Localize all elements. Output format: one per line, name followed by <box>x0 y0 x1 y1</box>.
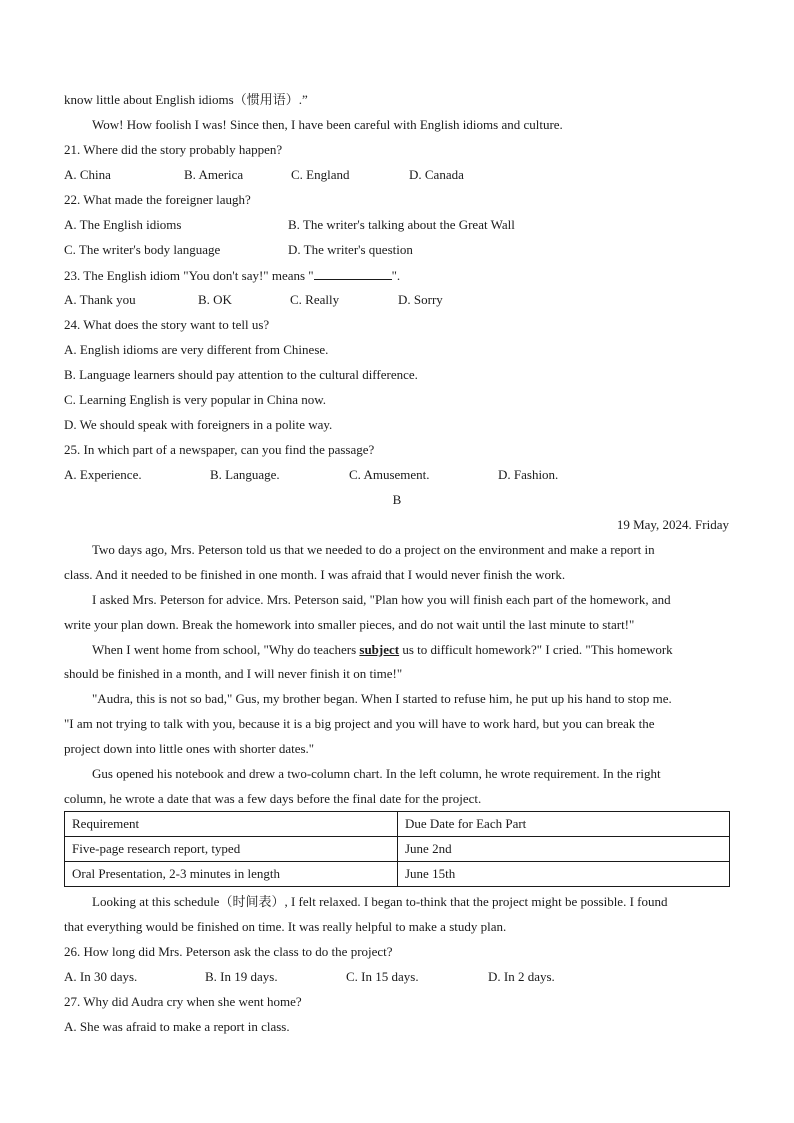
option-27a: A. She was afraid to make a report in class. <box>64 1019 290 1034</box>
question-23-stem <box>64 267 400 284</box>
table-cell: Oral Presentation, 2-3 minutes in length <box>65 862 398 887</box>
option-22c: C. The writer's body language <box>64 242 221 257</box>
passage-b-text: project down into little ones with shorter dates." <box>64 741 315 756</box>
option-23d: D. Sorry <box>398 292 443 307</box>
option-26a: A. In 30 days. <box>64 969 138 984</box>
table-row <box>65 862 730 887</box>
passage-b-text: class. And it needed to be finished in one month. I was afraid that I would never finish the work. <box>64 567 566 582</box>
table-cell: Five-page research report, typed <box>65 837 398 862</box>
passage-a-text: Wow! How foolish I was! Since then, I have been careful with English idioms and culture. <box>92 117 563 132</box>
question-26-stem: 26. How long did Mrs. Peterson ask the class to do the project? <box>64 944 393 959</box>
passage-b-text: "I am not trying to talk with you, because it is a big project and you will have to work hard, but you can break the <box>64 716 655 731</box>
option-26d: D. In 2 days. <box>488 969 555 984</box>
section-heading-b: B <box>392 492 402 507</box>
option-25b: B. Language. <box>210 467 280 482</box>
passage-b-text: Looking at this schedule（时间表）, I felt relaxed. I began to-think that the project might be possible. I found <box>92 894 668 909</box>
option-25d: D. Fashion. <box>498 467 559 482</box>
option-24d: D. We should speak with foreigners in a polite way. <box>64 417 333 432</box>
question-21-stem: 21. Where did the story probably happen? <box>64 142 283 157</box>
passage-b-text: Two days ago, Mrs. Peterson told us that we needed to do a project on the environment and make a report in <box>92 542 655 557</box>
option-23b: B. OK <box>198 292 232 307</box>
passage-a-text: know little about English idioms（惯用语）.” <box>64 92 308 107</box>
option-22a: A. The English idioms <box>64 217 182 232</box>
passage-b-text-start: When I went home from school, "Why do teachers <box>92 642 360 657</box>
table-row <box>65 837 730 862</box>
question-24-stem: 24. What does the story want to tell us? <box>64 317 270 332</box>
table-header: Requirement <box>65 812 398 837</box>
passage-b-text: that everything would be finished on time. It was really helpful to make a study plan. <box>64 919 507 934</box>
option-25c: C. Amusement. <box>349 467 430 482</box>
question-22-stem: 22. What made the foreigner laugh? <box>64 192 251 207</box>
question-27-stem: 27. Why did Audra cry when she went home? <box>64 994 302 1009</box>
option-24c: C. Learning English is very popular in China now. <box>64 392 327 407</box>
table-header-row <box>65 812 730 837</box>
table-header: Due Date for Each Part <box>398 812 730 837</box>
passage-b-text <box>92 642 673 658</box>
option-25a: A. Experience. <box>64 467 142 482</box>
option-24b: B. Language learners should pay attention to the cultural difference. <box>64 367 418 382</box>
passage-b-text: Gus opened his notebook and drew a two-column chart. In the left column, he wrote requirement. In the right <box>92 766 661 781</box>
question-23-stem-start: 23. The English idiom "You don't say!" means " <box>64 268 314 283</box>
option-22d: D. The writer's question <box>288 242 413 257</box>
option-22b: B. The writer's talking about the Great Wall <box>288 217 515 232</box>
schedule-table <box>64 811 730 887</box>
answer-blank <box>314 267 392 280</box>
passage-b-text-end: us to difficult homework?" I cried. "This homework <box>399 642 673 657</box>
option-21b: B. America <box>184 167 244 182</box>
option-23c: C. Really <box>290 292 340 307</box>
question-23-stem-end: ". <box>391 268 401 283</box>
option-26c: C. In 15 days. <box>346 969 419 984</box>
passage-b-text: write your plan down. Break the homework into smaller pieces, and do not wait until the last minute to start!" <box>64 617 635 632</box>
option-21a: A. China <box>64 167 111 182</box>
option-21d: D. Canada <box>409 167 464 182</box>
table-cell: June 15th <box>398 862 730 887</box>
passage-b-text: column, he wrote a date that was a few days before the final date for the project. <box>64 791 482 806</box>
passage-b-text: "Audra, this is not so bad," Gus, my brother began. When I started to refuse him, he put up his hand to stop me. <box>92 691 672 706</box>
highlighted-word: subject <box>359 642 400 657</box>
option-23a: A. Thank you <box>64 292 136 307</box>
diary-date: 19 May, 2024. Friday <box>616 517 729 532</box>
option-21c: C. England <box>291 167 350 182</box>
passage-b-text: I asked Mrs. Peterson for advice. Mrs. Peterson said, "Plan how you will finish each part of the homework, and <box>92 592 671 607</box>
option-26b: B. In 19 days. <box>205 969 278 984</box>
passage-b-text: should be finished in a month, and I will never finish it on time!" <box>64 666 403 681</box>
table-cell: June 2nd <box>398 837 730 862</box>
option-24a: A. English idioms are very different from Chinese. <box>64 342 329 357</box>
question-25-stem: 25. In which part of a newspaper, can you find the passage? <box>64 442 375 457</box>
